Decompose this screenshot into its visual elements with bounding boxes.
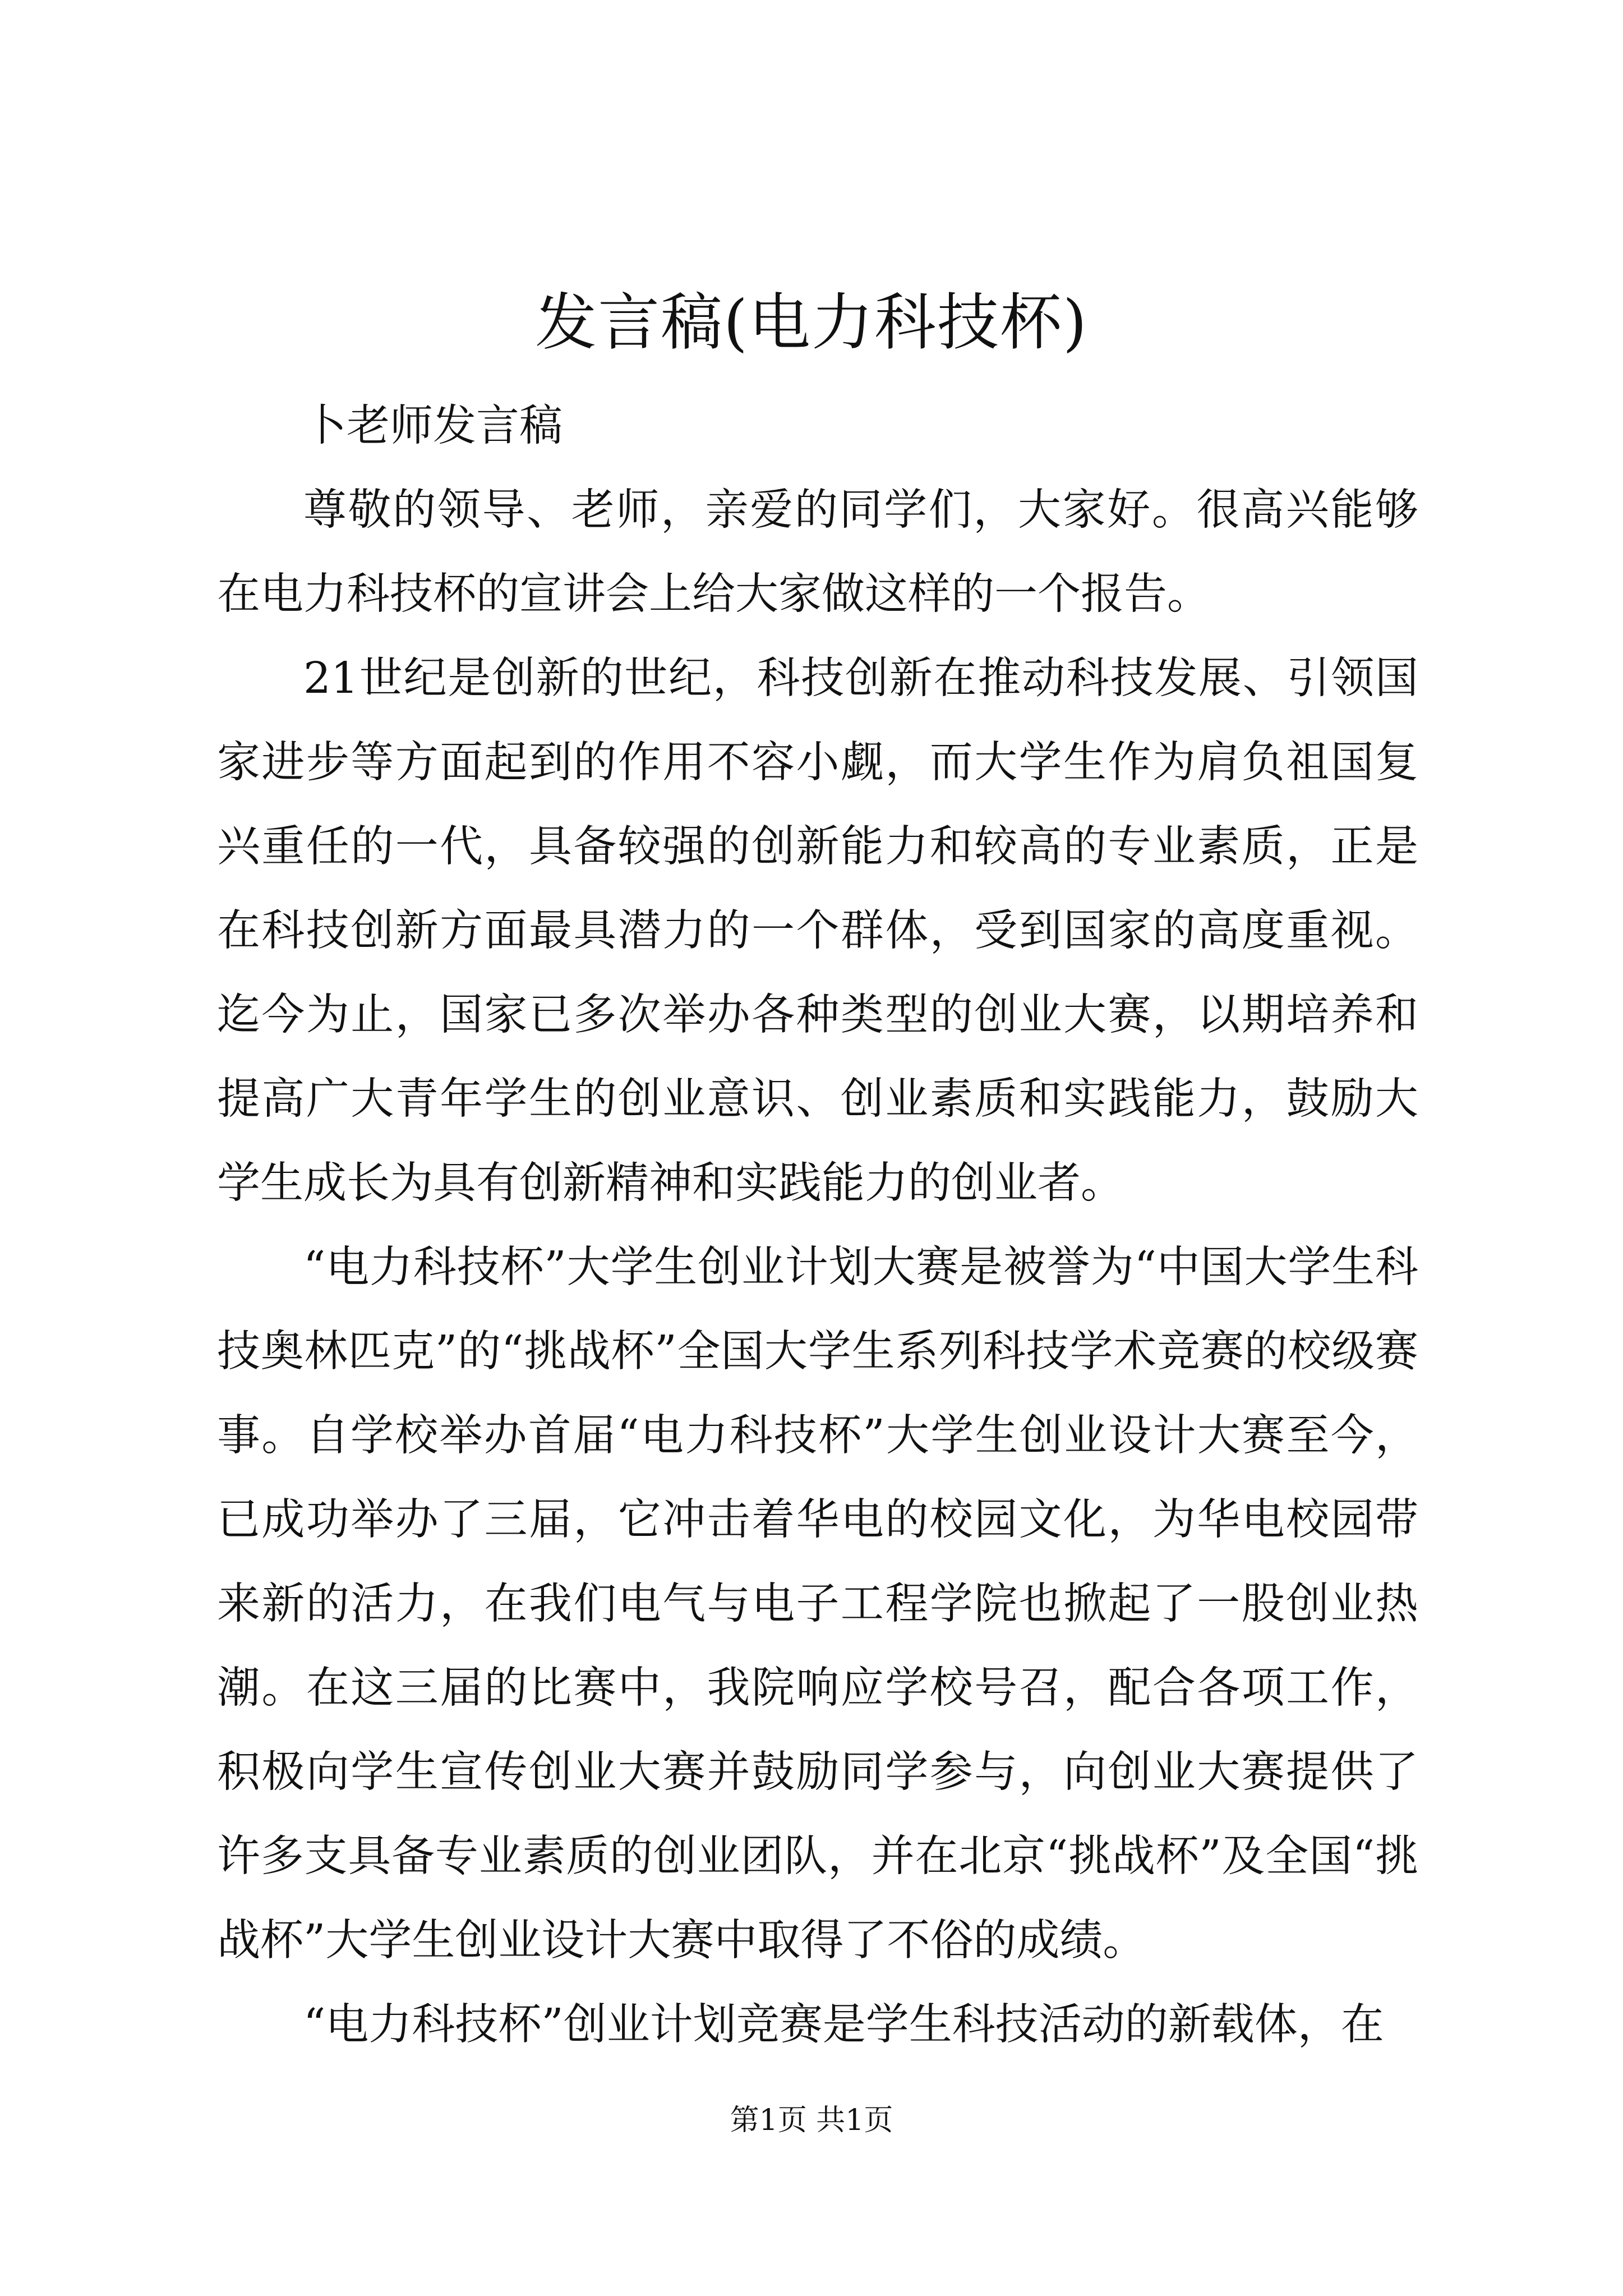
paragraph-author: 卜老师发言稿 [303,401,562,451]
document-body [217,384,1418,2067]
page-number-footer: 第1页 共1页 [730,2104,893,2137]
paragraph-greeting: 尊敬的领导、老师，亲爱的同学们，大家好。很高兴能够在电力科技杯的宣讲会上给大家做这样的一个报告。 [217,485,1418,619]
paragraph-competition: “电力科技杯”大学生创业计划大赛是被誉为“中国大学生科技奥林匹克”的“挑战杯”全国大学生系列科技学术竞赛的校级赛事。自学校举办首届“电力科技杯”大学生创业设计大赛至今，已成功举办了三届，它冲击着华电的校园文化，为华电校园带来新的活力，在我们电气与电子工程学院也掀起了一股创业热潮。在这三届的比赛中，我院响应学校号召，配合各项工作，积极向学生宣传创业大赛并鼓励同学参与，向创业大赛提供了许多支具备专业素质的创业团队，并在北京“挑战杯”及全国“挑战杯”大学生创业设计大赛中取得了不俗的成绩。 [217,1243,1418,1966]
document-title: 发言稿(电力科技杯) [535,287,1088,358]
paragraph-continued: “电力科技杯”创业计划竞赛是学生科技活动的新载体，在 [303,2000,1384,2050]
paragraph-innovation: 21世纪是创新的世纪，科技创新在推动科技发展、引领国家进步等方面起到的作用不容小觑，而大学生作为肩负祖国复兴重任的一代，具备较强的创新能力和较高的专业素质，正是在科技创新方面最具潜力的一个群体，受到国家的高度重视。迄今为止，国家已多次举办各种类型的创业大赛，以期培养和提高广大青年学生的创业意识、创业素质和实践能力，鼓励大学生成长为具有创新精神和实践能力的创业者。 [217,654,1418,1208]
